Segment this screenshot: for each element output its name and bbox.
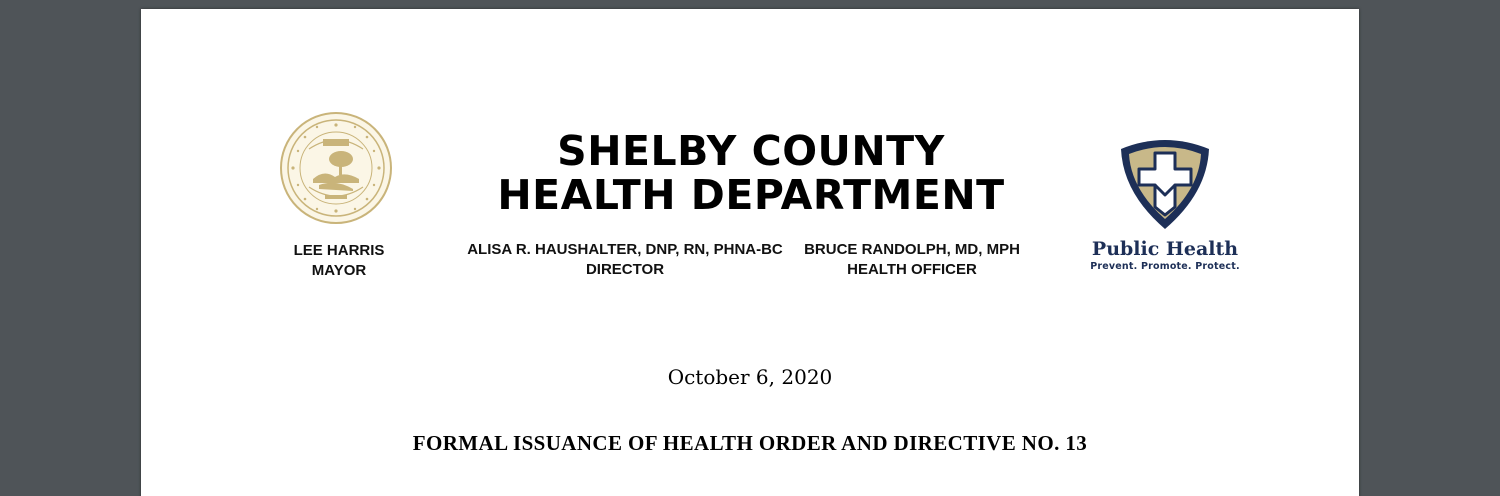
director-block	[459, 240, 791, 280]
health-officer-block	[801, 240, 1023, 280]
health-officer-role: HEALTH OFFICER	[847, 261, 977, 278]
health-officer-name: BRUCE RANDOLPH, MD, MPH	[804, 241, 1020, 258]
public-health-tagline: Prevent. Promote. Protect.	[1090, 261, 1240, 272]
director-name: ALISA R. HAUSHALTER, DNP, RN, PHNA-BC	[467, 241, 783, 258]
mayor-name: LEE HARRIS	[293, 242, 385, 259]
department-title	[441, 129, 1061, 217]
title-line-2: HEALTH DEPARTMENT	[497, 171, 1005, 219]
document-heading: FORMAL ISSUANCE OF HEALTH ORDER AND DIRECTIVE NO. 13	[412, 431, 1088, 455]
director-role: DIRECTOR	[585, 261, 665, 278]
document-page	[141, 9, 1359, 496]
document-date: October 6, 2020	[667, 365, 833, 389]
title-line-1: SHELBY COUNTY	[557, 127, 945, 175]
shelby-county-seal-icon	[279, 109, 393, 227]
mayor-block	[279, 241, 399, 281]
mayor-role: MAYOR	[311, 262, 367, 279]
public-health-logo	[1085, 133, 1245, 275]
public-health-shield-icon	[1115, 135, 1215, 231]
public-health-name: Public Health	[1091, 238, 1239, 260]
